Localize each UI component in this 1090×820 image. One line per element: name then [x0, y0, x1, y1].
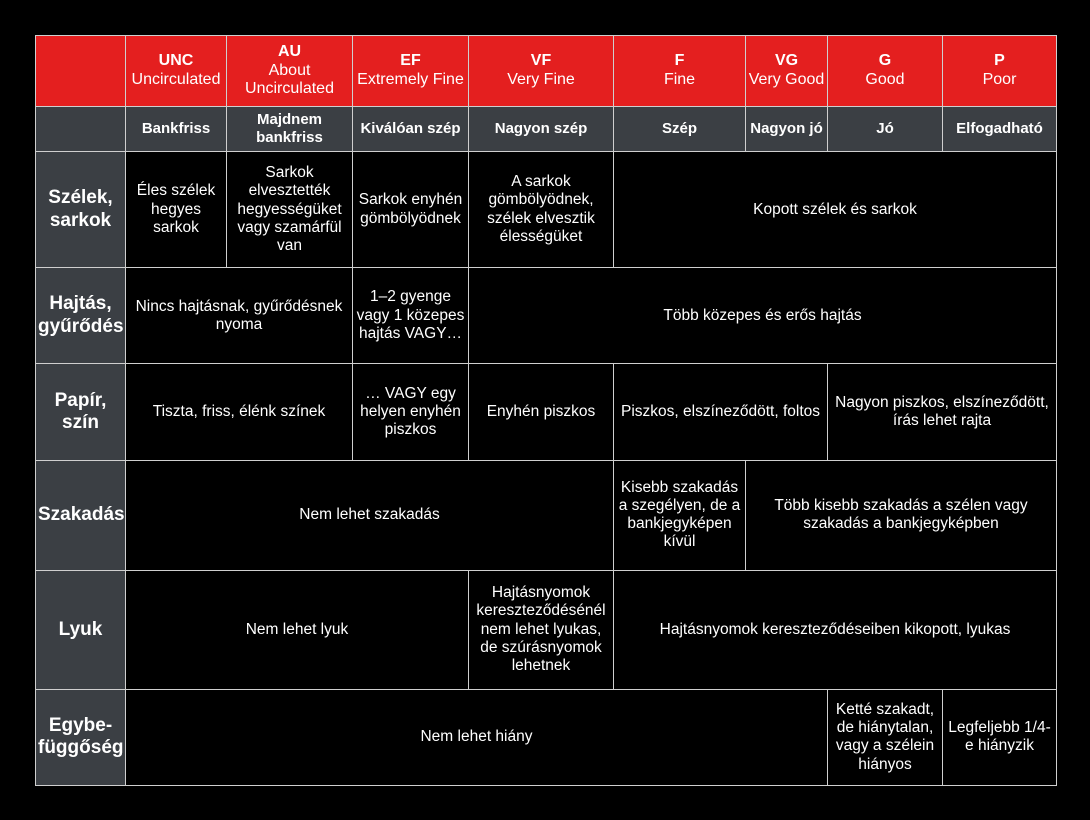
- grade-english-name: Poor: [982, 71, 1017, 89]
- grade-header-f: [614, 36, 746, 107]
- grade-code: VF: [530, 52, 552, 70]
- criteria-cell: Nincs hajtásnak, gyűrődésnek nyoma: [126, 268, 353, 364]
- criteria-cell: 1–2 gyenge vagy 1 közepes hajtás VAGY…: [353, 268, 469, 364]
- criteria-cell: Nagyon piszkos, elszíneződött, írás lehet rajta: [828, 364, 1057, 460]
- criteria-row-folds: [36, 268, 1057, 364]
- criteria-row-paper: [36, 364, 1057, 460]
- criteria-cell: Sarkok elvesztették hegyességüket vagy szamárfül van: [227, 152, 353, 268]
- grade-code: EF: [400, 52, 421, 70]
- criteria-cell: Hajtásnyomok kereszteződésénél nem lehet lyukas, de szúrásnyomok lehetnek: [469, 570, 614, 689]
- criteria-cell: Nem lehet szakadás: [126, 460, 614, 570]
- grade-hungarian-name: Nagyon szép: [469, 107, 614, 152]
- criteria-cell: Hajtásnyomok kereszteződéseiben kikopott, lyukas: [614, 570, 1057, 689]
- grade-hungarian-name: Elfogadható: [943, 107, 1057, 152]
- grade-hungarian-name: Bankfriss: [126, 107, 227, 152]
- header-corner-cell: [36, 107, 126, 152]
- criteria-cell: A sarkok gömbölyödnek, szélek elvesztik élességüket: [469, 152, 614, 268]
- grade-code-header-row: [36, 36, 1057, 107]
- criteria-cell: Enyhén piszkos: [469, 364, 614, 460]
- criteria-cell: Több közepes és erős hajtás: [469, 268, 1057, 364]
- header-corner-cell: [36, 36, 126, 107]
- grade-code: AU: [277, 42, 302, 60]
- criteria-cell: Kisebb szakadás a szegélyen, de a bankjegyképen kívül: [614, 460, 746, 570]
- grade-hungarian-name: Szép: [614, 107, 746, 152]
- grade-header-ef: [353, 36, 469, 107]
- grade-code: G: [878, 52, 892, 70]
- grade-code: P: [994, 52, 1005, 70]
- category-label: Szélek, sarkok: [36, 152, 126, 268]
- criteria-cell: Több kisebb szakadás a szélen vagy szakadás a bankjegyképben: [746, 460, 1057, 570]
- grade-hungarian-name: Jó: [828, 107, 943, 152]
- category-label: Lyuk: [36, 570, 126, 689]
- grade-header-p: [943, 36, 1057, 107]
- grade-english-name: Very Fine: [507, 71, 575, 89]
- criteria-cell: Nem lehet lyuk: [126, 570, 469, 689]
- category-label: Hajtás, gyűrődés: [36, 268, 126, 364]
- grade-code: UNC: [158, 52, 194, 70]
- grade-english-name: Uncirculated: [131, 71, 221, 89]
- grade-header-unc: [126, 36, 227, 107]
- category-label: Papír, szín: [36, 364, 126, 460]
- criteria-cell: Éles szélek hegyes sarkok: [126, 152, 227, 268]
- grade-english-name: Fine: [663, 71, 696, 89]
- grade-english-name: Good: [865, 71, 905, 89]
- banknote-grading-table: [35, 35, 1057, 786]
- category-label: Egybe-függőség: [36, 689, 126, 785]
- grade-hungarian-header-row: [36, 107, 1057, 152]
- grade-english-name: Very Good: [748, 71, 825, 89]
- grade-header-au: [227, 36, 353, 107]
- grade-hungarian-name: Kiválóan szép: [353, 107, 469, 152]
- grade-header-vf: [469, 36, 614, 107]
- criteria-row-holes: [36, 570, 1057, 689]
- criteria-cell: Legfeljebb 1/4-e hiányzik: [943, 689, 1057, 785]
- grade-header-g: [828, 36, 943, 107]
- criteria-cell: Piszkos, elszíneződött, foltos: [614, 364, 828, 460]
- criteria-cell: … VAGY egy helyen enyhén piszkos: [353, 364, 469, 460]
- grade-code: VG: [774, 52, 799, 70]
- criteria-cell: Ketté szakadt, de hiánytalan, vagy a szélein hiányos: [828, 689, 943, 785]
- criteria-cell: Tiszta, friss, élénk színek: [126, 364, 353, 460]
- category-label: Szakadás: [36, 460, 126, 570]
- grade-english-name: About Uncirculated: [245, 61, 334, 98]
- criteria-cell: Sarkok enyhén gömbölyödnek: [353, 152, 469, 268]
- grade-english-name: Extremely Fine: [357, 71, 464, 89]
- grade-hungarian-name: Nagyon jó: [746, 107, 828, 152]
- grade-code: F: [674, 52, 685, 70]
- criteria-row-edges: [36, 152, 1057, 268]
- criteria-row-integrity: [36, 689, 1057, 785]
- criteria-cell: Nem lehet hiány: [126, 689, 828, 785]
- grade-header-vg: [746, 36, 828, 107]
- criteria-row-tears: [36, 460, 1057, 570]
- criteria-cell: Kopott szélek és sarkok: [614, 152, 1057, 268]
- grade-hungarian-name: Majdnem bankfriss: [227, 107, 353, 152]
